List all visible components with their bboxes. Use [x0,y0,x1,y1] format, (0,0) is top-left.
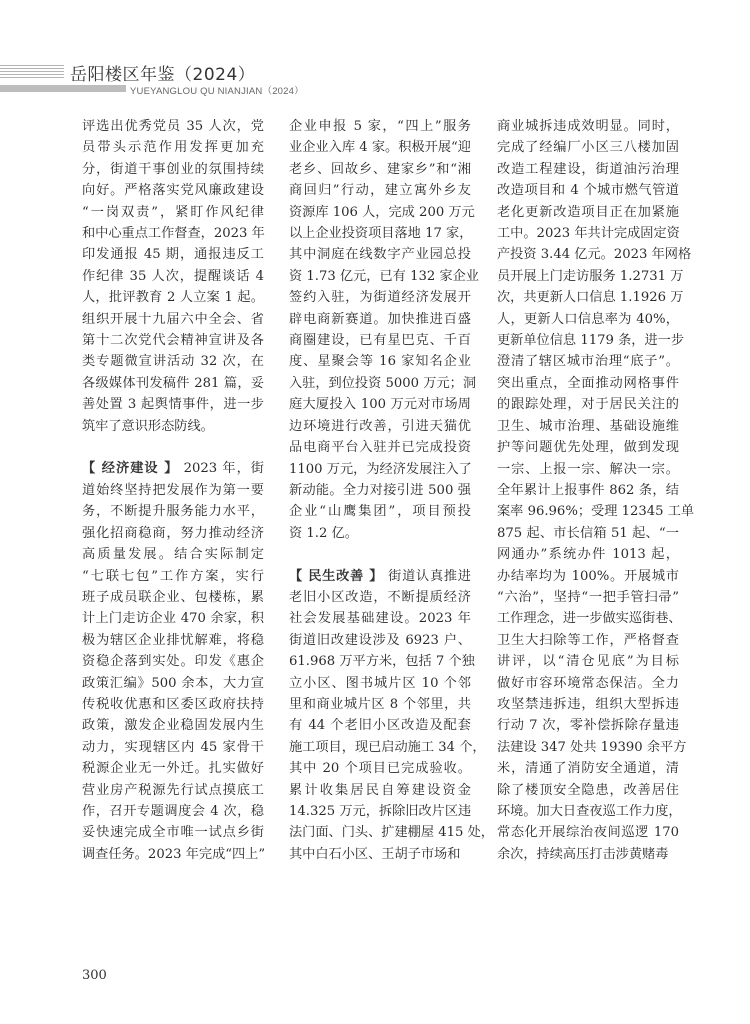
text-line: 攻坚禁违拆违，组织大型拆违 [497,696,679,712]
text-line: 道始终坚持把发展作为第一要 [82,482,264,498]
paragraph [289,116,479,544]
text-line: 改造工程建设，街道油污治理 [497,161,679,177]
text-line: 向好。严格落实党风廉政建设 [82,183,264,199]
text-line: 产投资 3.44 亿元。2023 年网格 [497,247,692,263]
text-line: 澄清了辖区城市治理“底子”。 [497,354,679,370]
text-line: 员带头示范作用发挥更加充 [82,140,264,156]
header-grey-bar [0,85,126,92]
text-line: 边环境进行改善，引进天猫优 [289,418,471,434]
text-line: 作，召开专题调度会 4 次，稳 [82,803,264,819]
paragraph-gap [289,544,471,565]
text-line: 极为辖区企业排忧解难，将稳 [82,632,264,648]
text-line: 计上门走访企业 470 余家，积 [82,611,264,627]
text-line: 一宗、上报一宗、解决一宗。 [497,461,679,477]
text-line: 作纪律 35 人次，提醒谈话 4 [82,268,264,284]
text-line: 业企业入库 4 家。积极开展“迎 [289,140,471,156]
section-heading: 【 民生改善 】 [289,568,384,584]
text-line: 政策汇编》500 余本，大力宣 [82,675,264,691]
page-number: 300 [82,968,107,983]
text-line: 办结率均为 100%。开展城市 [497,568,679,584]
text-line: 营业房产税源先行试点摸底工 [82,782,264,798]
text-line: 环境。加大日查夜巡工作力度， [497,804,682,819]
text-line: 老乡、回故乡、建家乡”和“湘 [289,161,471,177]
text-line: 网通办”系统办件 1013 起， [497,547,679,563]
text-line: 做好市容环境常态保洁。全力 [497,675,679,691]
text-line: 里和商业城片区 8 个邻里，共 [289,696,471,712]
header-stripes-decoration [0,65,64,79]
paragraph [82,116,264,437]
text-line: “六治”，坚持“一把手管扫帚” [497,589,679,605]
text-line: 税源企业无一外迁。扎实做好 [82,761,264,777]
text-line: 签约入驻，为街道经济发展开 [289,290,471,306]
text-line: 资源库 106 人，完成 200 万元 [289,204,475,220]
text-line: 班子成员联企业、包楼栋，累 [82,589,264,605]
text-line: 资 1.2 亿。 [289,525,358,541]
text-line [289,566,471,587]
text-line: “七联七包”工作方案，实行 [82,568,264,584]
text-line: 卫生、城市治理、基础设施维 [497,418,679,434]
text-line: 度、星聚会等 16 家知名企业 [289,354,471,370]
text-line: 工中。2023 年共计完成固定资 [497,226,680,242]
text-line: 法门面、门头、扩建棚屋 415 处， [289,825,494,841]
paragraph-gap [82,437,264,458]
text-line: 和中心重点工作督查，2023 年 [82,226,265,242]
yearbook-title-cn: 岳阳楼区年鉴（2024） [70,65,256,85]
text-line: 有 44 个老旧小区改造及配套 [289,718,471,734]
text-line: 14.325 万元，拆除旧改片区违 [289,803,472,819]
text-line: 妥快速完成全市唯一试点乡街 [82,825,264,841]
text-line: 员开展上门走访服务 1.2731 万 [497,268,684,284]
text-line: 商业城拆违成效明显。同时， [497,119,679,134]
text-line: 商圈建设，已有星巴克、千百 [289,333,471,349]
section-lead-text: 2023 年，街 [178,461,264,477]
text-line: 强化招商稳商，努力推动经济 [82,525,264,541]
text-line: 组织开展十九届六中全会、省 [82,311,264,327]
text-line: 传税收优惠和区委区政府扶持 [82,696,264,712]
text-line: 其中白石小区、王胡子市场和 [289,846,461,862]
text-line: 突出重点，全面推动网格事件 [497,375,679,391]
text-line: 评选出优秀党员 35 人次，党 [82,119,264,134]
text-line: 新动能。全力对接引进 500 强 [289,482,471,498]
section-heading: 【 经济建设 】 [82,461,179,477]
text-line: 人，更新人口信息率为 40%， [497,311,679,327]
text-line: 品电商平台入驻并已完成投资 [289,440,471,456]
text-line: 卫生大扫除等工作，严格督查 [497,632,679,648]
text-line: 其中洞庭在线数字产业园总投 [289,247,471,263]
text-line: 类专题微宣讲活动 32 次，在 [82,354,264,370]
yearbook-title-en: YUEYANGLOU QU NIANJIAN（2024） [130,86,304,97]
section-paragraph [82,458,264,865]
text-line: 立小区、图书城片区 10 个邻 [289,675,471,691]
section-paragraph [289,566,494,866]
text-line: 累计收集居民自筹建设资金 [289,782,471,798]
running-header [0,60,750,100]
text-line: 1100 万元，为经济发展注入了 [289,461,472,477]
text-line: 第十二次党代会精神宣讲及各 [82,333,264,349]
text-line: 动力，实现辖区内 45 家骨干 [82,739,264,755]
text-line: 老化更新改造项目正在加紧施 [497,204,679,220]
text-line: 案率 96.96%；受理 12345 工单 [497,504,695,520]
text-line: 以上企业投资项目落地 17 家， [289,226,473,242]
text-line: 全年累计上报事件 862 条，结 [497,482,679,498]
text-line: 行动 7 次，零补偿拆除存量违 [497,718,679,734]
text-line: 人，批评教育 2 人立案 1 起。 [82,290,264,306]
text-line: 印发通报 45 期，通报违反工 [82,247,264,263]
text-column-2 [289,116,494,865]
text-line: 高质量发展。结合实际制定 [82,547,264,563]
text-line: 资 1.73 亿元，已有 132 家企业 [289,268,479,284]
text-column-3 [497,116,695,865]
text-line: 务，不断提升服务能力水平， [82,504,264,520]
text-line: 社会发展基础建设。2023 年 [289,611,471,627]
text-line: 的跟踪处理，对于居民关注的 [497,397,679,413]
text-line: 政策，激发企业稳固发展内生 [82,718,264,734]
text-line: “一岗双责”，紧盯作风纪律 [82,204,264,220]
paragraph [497,116,695,865]
text-line: 商回归”行动，建立寓外乡友 [289,183,471,199]
text-line: 庭大厦投入 100 万元对市场周 [289,397,471,413]
text-line: 常态化开展综治夜间巡逻 170 [497,825,679,841]
text-line: 老旧小区改造，不断提质经济 [289,589,471,605]
text-line: 街道旧改建设涉及 6923 户、 [289,632,471,648]
text-line: 米，清通了消防安全通道，清 [497,761,679,777]
text-line [82,458,264,479]
text-line: 875 起、市长信箱 51 起、“一 [497,525,679,541]
text-line: 企业“山鹰集团”，项目预投 [289,504,471,520]
text-line: 工作理念，进一步做实巡街巷、 [497,611,682,627]
text-line: 辟电商新赛道。加快推进百盛 [289,311,471,327]
text-line: 调查任务。2023 年完成“四上” [82,846,266,862]
text-line: 施工项目，现已启动施工 34 个， [289,739,486,755]
text-line: 资稳企落到实处。印发《惠企 [82,654,264,670]
text-line: 筑牢了意识形态防线。 [82,418,214,434]
text-line: 61.968 万平方米，包括 7 个独 [289,654,475,670]
text-line: 更新单位信息 1179 条，进一步 [497,333,685,349]
text-column-1 [82,116,264,865]
text-line: 企业申报 5 家，“四上”服务 [289,119,471,134]
text-line: 次，共更新人口信息 1.1926 万 [497,290,684,306]
text-line: 法建设 347 处共 19390 余平方 [497,739,687,755]
section-lead-text: 街道认真推进 [383,568,471,584]
text-line: 其中 20 个项目已完成验收。 [289,761,471,777]
text-line: 改造项目和 4 个城市燃气管道 [497,183,679,199]
text-line: 护等问题优先处理，做到发现 [497,440,679,456]
text-line: 余次，持续高压打击涉黄赌毒 [497,846,669,862]
text-line: 完成了经编厂小区三八楼加固 [497,140,679,156]
text-line: 各级媒体刊发稿件 281 篇，妥 [82,375,264,391]
text-line: 入驻，到位投资 5000 万元；洞 [289,375,477,391]
text-line: 分，街道干事创业的氛围持续 [82,161,264,177]
text-line: 讲评，以“清仓见底”为目标 [497,654,679,670]
text-line: 善处置 3 起舆情事件，进一步 [82,397,264,413]
text-line: 除了楼顶安全隐患，改善居住 [497,782,679,798]
